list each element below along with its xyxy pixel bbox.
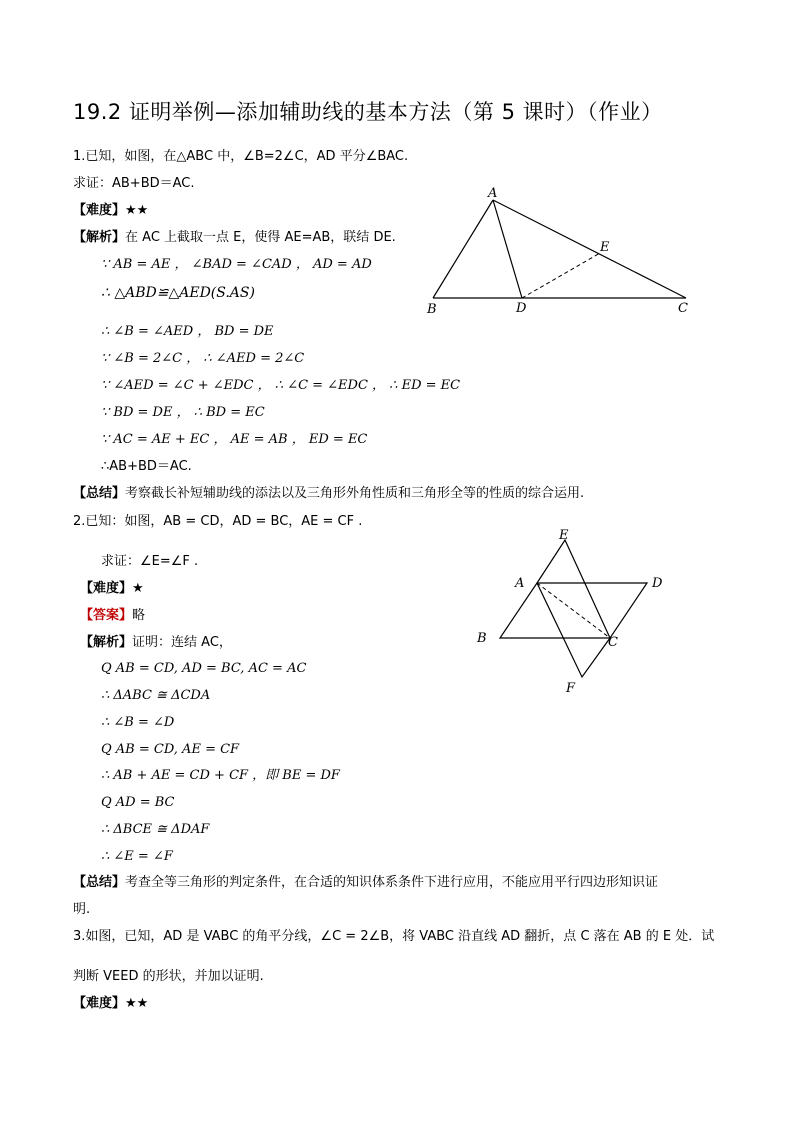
q2-step-6: Q AD = BC <box>101 795 175 810</box>
q2-step-1: Q AB = CD, AD = BC, AC = AC <box>101 661 307 676</box>
q2-summary-tag: 【总结】 <box>73 875 126 890</box>
q1-dashed-de <box>522 253 600 298</box>
page-title: 19.2 证明举例—添加辅助线的基本方法（第 5 课时）（作业） <box>73 100 663 124</box>
q2-answer-tag: 【答案】 <box>80 608 133 623</box>
q1-prove: 求证：AB+BD＝AC. <box>73 176 195 191</box>
q1-step-8: ∴AB+BD＝AC. <box>101 459 192 474</box>
q1-difficulty-stars: ★★ <box>125 203 149 218</box>
q1-label-b: B <box>427 302 437 317</box>
q3-stem-line-1: 3.如图，已知，AD 是 VABC 的角平分线，∠C = 2∠B，将 VABC 沿直线 AD 翻折，点 C 落在 AB 的 E 处．试 <box>73 929 715 944</box>
q2-step-2: ∴ ΔABC ≅ ΔCDA <box>101 688 211 703</box>
q2-label-c: C <box>608 635 618 650</box>
q1-step-7: ∵ AC = AE + EC ， AE = AB ， ED = EC <box>101 432 368 447</box>
q1-difficulty <box>73 202 148 220</box>
q1-analysis-tag: 【解析】 <box>73 230 126 245</box>
q1-stem: 1.已知，如图，在△ABC 中，∠B=2∠C，AD 平分∠BAC. <box>73 149 409 164</box>
q1-step-4: ∵ ∠B = 2∠C ， ∴ ∠AED = 2∠C <box>101 351 305 366</box>
q2-diagonal-ac <box>537 583 610 638</box>
q1-label-c: C <box>678 301 688 316</box>
q2-step-8: ∴ ∠E = ∠F <box>101 849 173 864</box>
q2-step-7: ∴ ΔBCE ≅ ΔDAF <box>101 822 210 837</box>
q1-label-a: A <box>488 186 498 201</box>
q1-side-ab <box>433 200 493 298</box>
q2-figure <box>470 525 680 700</box>
q1-step-2: ∴ △ABD≌△AED(S.AS) <box>101 285 255 301</box>
q3-difficulty-tag: 【难度】 <box>73 996 126 1011</box>
q2-step-3: ∴ ∠B = ∠D <box>101 715 175 730</box>
q2-label-d: D <box>652 576 663 591</box>
q2-answer <box>80 607 145 625</box>
q1-difficulty-tag: 【难度】 <box>73 203 126 218</box>
q2-label-e: E <box>559 528 569 543</box>
q1-analysis <box>73 229 396 247</box>
q1-summary-text: 考察截长补短辅助线的添法以及三角形外角性质和三角形全等的性质的综合运用. <box>125 486 585 501</box>
q2-step-4: Q AB = CD, AE = CF <box>101 742 240 757</box>
q1-analysis-text: 在 AC 上截取一点 E，使得 AE=AB，联结 DE. <box>125 230 396 245</box>
q3-difficulty-stars: ★★ <box>125 996 149 1011</box>
q2-step-5: ∴ AB + AE = CD + CF ，即 BE = DF <box>101 768 340 783</box>
q1-step-1: ∵ AB = AE ， ∠BAD = ∠CAD ， AD = AD <box>101 257 372 272</box>
q2-summary-text-1: 考查全等三角形的判定条件，在合适的知识体系条件下进行应用，不能应用平行四边形知识证 <box>125 875 659 890</box>
q3-stem-line-2: 判断 VEED 的形状，并加以证明. <box>73 969 264 984</box>
q1-summary <box>73 485 584 503</box>
q1-label-e: E <box>600 240 610 255</box>
q2-analysis-tag: 【解析】 <box>80 635 133 650</box>
q1-figure <box>420 185 710 325</box>
q1-label-d: D <box>516 301 527 316</box>
q2-difficulty-tag: 【难度】 <box>80 581 133 596</box>
q2-summary <box>73 874 658 892</box>
q2-stem: 2.已知：如图，AB = CD，AD = BC，AE = CF . <box>73 514 363 529</box>
q2-label-a: A <box>515 576 525 591</box>
q1-side-ac <box>493 200 686 298</box>
q2-analysis-text: 证明：连结 AC， <box>132 635 232 650</box>
q2-difficulty <box>80 580 144 598</box>
q1-bisector-ad <box>493 200 522 298</box>
q2-prove: 求证：∠E=∠F . <box>101 554 199 569</box>
q2-answer-text: 略 <box>132 608 146 623</box>
q2-summary-continued: 明. <box>73 902 91 917</box>
q2-analysis <box>80 634 232 652</box>
q2-difficulty-stars: ★ <box>132 581 144 596</box>
q2-parallelogram-aecf <box>537 540 610 677</box>
q3-difficulty <box>73 995 148 1013</box>
q2-label-f: F <box>566 681 576 696</box>
q1-step-5: ∵ ∠AED = ∠C + ∠EDC ， ∴ ∠C = ∠EDC ， ∴ ED = EC <box>101 378 461 393</box>
q1-step-3: ∴ ∠B = ∠AED ， BD = DE <box>101 324 274 339</box>
q1-step-6: ∵ BD = DE ， ∴ BD = EC <box>101 405 265 420</box>
q1-summary-tag: 【总结】 <box>73 486 126 501</box>
q2-label-b: B <box>477 631 487 646</box>
